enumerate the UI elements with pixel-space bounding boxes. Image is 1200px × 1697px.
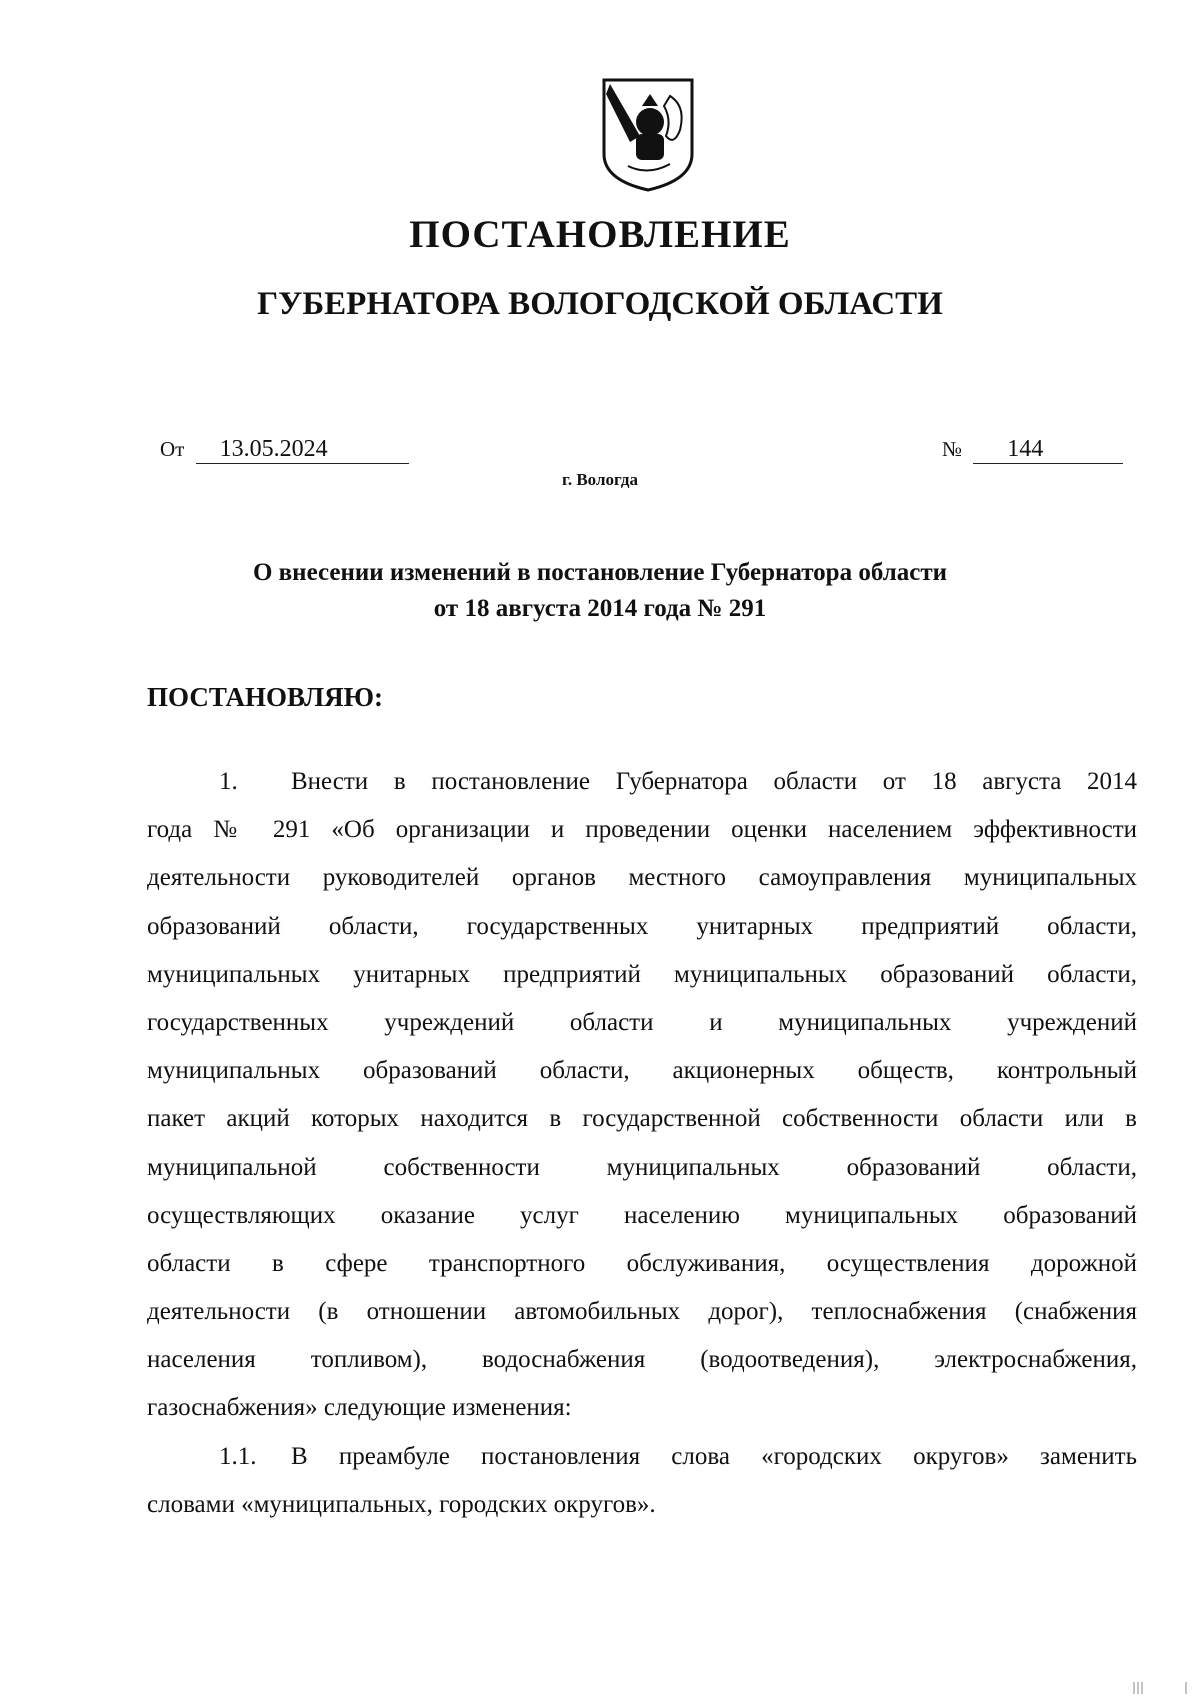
- item-number: 1.: [219, 768, 238, 795]
- item-number: 1.1.: [219, 1442, 257, 1470]
- paragraph-line: государственных учреждений области и муниципальных учреждений: [147, 1008, 1137, 1036]
- subject-line: от 18 августа 2014 года № 291: [433, 595, 767, 622]
- document-subject: [0, 555, 1200, 627]
- paragraph-line: [147, 758, 1137, 806]
- date-label: От: [160, 437, 185, 461]
- paragraph-line: населения топливом), водоснабжения (водоотведения), электроснабжения,: [147, 1346, 1137, 1374]
- document-body: [147, 758, 1137, 1529]
- date-value: 13.05.2024: [196, 436, 409, 464]
- paragraph-line: словами «муниципальных, городских округов».: [147, 1490, 656, 1518]
- paragraph-line: [147, 1433, 1137, 1481]
- paragraph-line: деятельности руководителей органов местного самоуправления муниципальных: [147, 864, 1137, 892]
- paragraph-line: года № 291 «Об организации и проведении оценки населением эффективности: [147, 816, 1137, 844]
- paragraph-line: муниципальных унитарных предприятий муниципальных образований области,: [147, 960, 1137, 988]
- number-label: №: [942, 437, 963, 461]
- issuer-title: ГУБЕРНАТОРА ВОЛОГОДСКОЙ ОБЛАСТИ: [257, 286, 943, 322]
- paragraph-line: осуществляющих оказание услуг населению муниципальных образований: [147, 1201, 1137, 1229]
- paragraph-text: Внести в постановление Губернатора области от 18 августа 2014: [291, 768, 1137, 795]
- city-label: г. Вологда: [562, 470, 638, 489]
- date-field: [160, 436, 409, 464]
- document-title: ПОСТАНОВЛЕНИЕ: [409, 213, 791, 256]
- paragraph-line: пакет акций которых находится в государственной собственности области или в: [147, 1105, 1137, 1133]
- paragraph-line: муниципальных образований области, акционерных обществ, контрольный: [147, 1057, 1137, 1085]
- coat-of-arms-emblem: [600, 76, 696, 194]
- paragraph-line: газоснабжения» следующие изменения:: [147, 1394, 572, 1422]
- subject-line: О внесении изменений в постановление Губернатора области: [252, 559, 948, 586]
- paragraph-line: муниципальной собственности муниципальных образований области,: [147, 1153, 1137, 1181]
- paragraph-line: образований области, государственных унитарных предприятий области,: [147, 912, 1137, 940]
- number-field: [942, 436, 1123, 464]
- paragraph-text: В преамбуле постановления слова «городских округов» заменить: [291, 1442, 1137, 1470]
- scan-marks: [1132, 1680, 1192, 1694]
- decree-heading: ПОСТАНОВЛЯЮ:: [147, 682, 383, 712]
- paragraph-line: деятельности (в отношении автомобильных дорог), теплоснабжения (снабжения: [147, 1298, 1137, 1326]
- number-value: 144: [973, 436, 1123, 464]
- paragraph-line: области в сфере транспортного обслуживания, осуществления дорожной: [147, 1249, 1137, 1277]
